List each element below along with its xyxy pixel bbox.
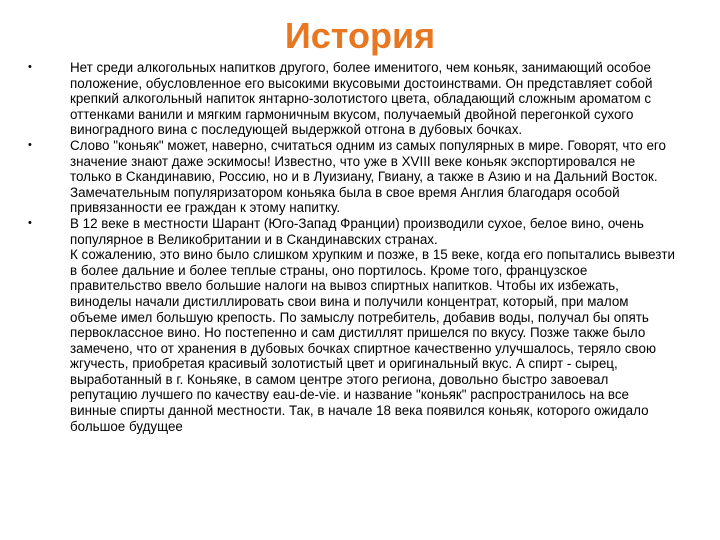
bullet-dot-icon: • (28, 216, 32, 229)
bullet-text: Слово "коньяк" может, наверно, считаться одним из самых популярных в мире. Говорят, что его значение знают даже эскимосы! Известно, что уже в XVIII веке коньяк экспортировался не только в Скандинавию, Россию, но и в Луизиану, Гвиану, а также в Азию и на Дальний Восток. Замечательным популяризатором коньяка была в свое время Англия благодаря особой привязанности ее граждан к этому напитку. (70, 137, 666, 216)
bullet-dot-icon: • (28, 61, 32, 73)
bullet-text-continuation: К сожалению, это вино было слишком хрупким и позже, в 15 веке, когда его попытались вывезти в более дальние и более теплые страны, оно портилось. Кроме того, французское правительство ввело большие налоги на вывоз спиртных напитков. Чтобы их избежать, виноделы начали дистиллировать свои вина и получили концентрат, который, при малом объеме имел большую крепость. По замыслу потребитель, добавив воды, получал бы опять первоклассное вино. Но постепенно и сам дистиллят пришелся по вкусу. Позже также было замечено, что от хранения в дубовых бочках спиртное качественно улучшалось, теряло свою жгучесть, приобретая красивый золотистый цвет и оригинальный вкус. А спирт - сырец, выработанный в г. Коньяке, в самом центре этого региона, довольно быстро завоевал репутацию лучшего по качеству eau-de-vie. и название "коньяк" распространилось на все винные спирты данной местности. Так, в начале 18 века появился коньяк, которого ожидало большое будущее (70, 247, 675, 434)
bullet-text: Нет среди алкогольных напитков другого, более именитого, чем коньяк, занимающий особое положение, обусловленное его высокими вкусовыми достоинствами. Он представляет собой крепкий алкогольный напиток янтарно-золотистого цвета, обладающий сложным ароматом с оттенками ванили и мягким гармоничным вкусом, получаемый двойной перегонкой сухого виноградного вина с последующей выдержкой отгона в дубовых бочках. (70, 60, 653, 138)
bullet-text: В 12 веке в местности Шарант (Юго-Запад Франции) производили сухое, белое вино, очень популярное в Великобритании и в Скандинавских странах. (70, 215, 644, 247)
bullet-item (28, 60, 678, 138)
bullet-dot-icon: • (28, 138, 32, 151)
slide-title: История (284, 15, 436, 56)
bullet-item (28, 216, 678, 434)
bullet-list (28, 60, 678, 434)
bullet-item (28, 138, 678, 216)
